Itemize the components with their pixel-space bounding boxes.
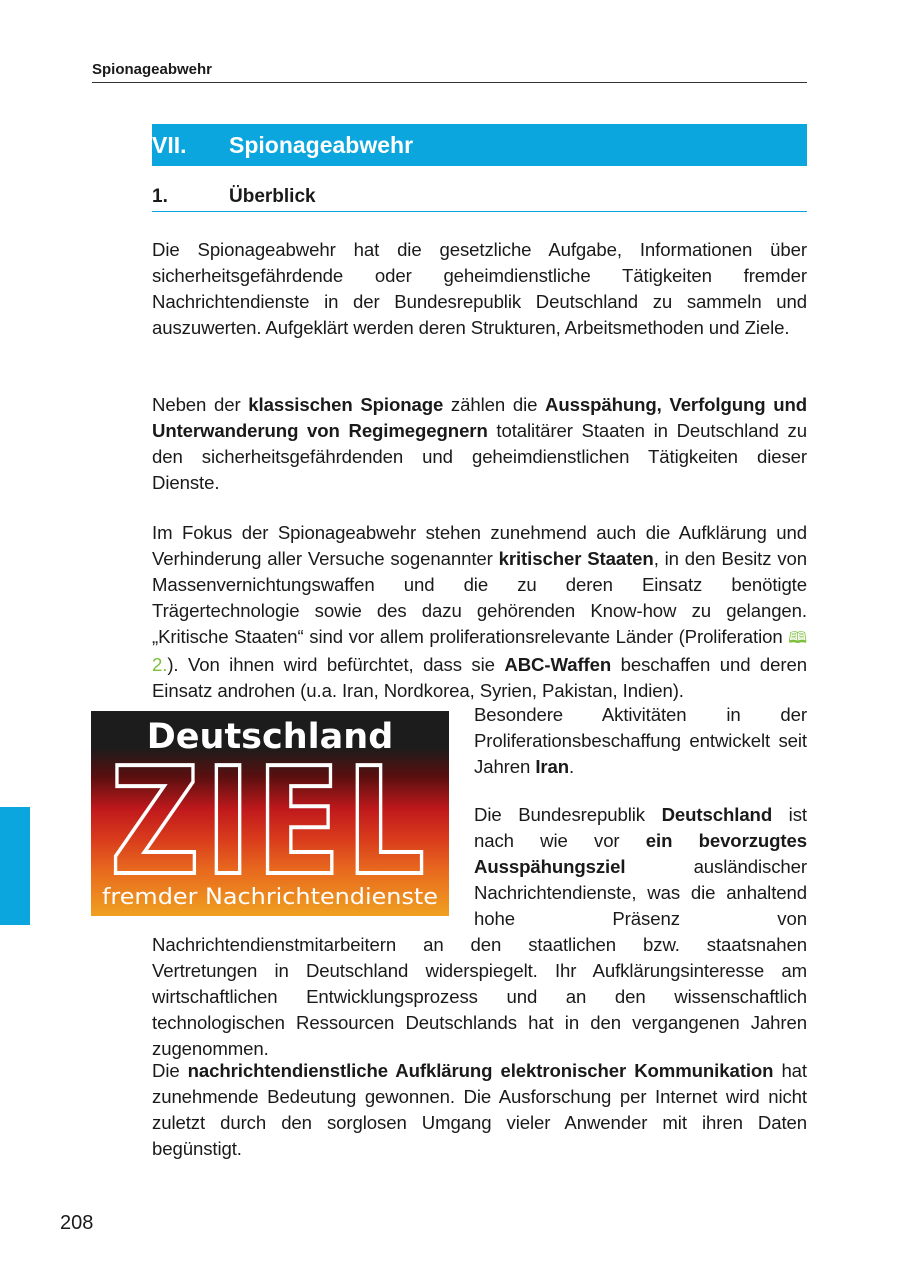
cross-reference-label: 2. — [152, 654, 168, 675]
paragraph-6 — [152, 1058, 807, 1162]
chapter-thumb-tab — [0, 807, 30, 925]
text-run: . — [569, 756, 575, 777]
section-title: Überblick — [229, 186, 316, 207]
bold-run: klassischen Spionage — [248, 394, 444, 415]
text-run: Besondere Aktivitäten in der Proliferationsbeschaffung entwickelt seit Jahren — [474, 704, 807, 777]
bold-run: Deutschland — [661, 804, 773, 825]
bold-run: Ausspähung, Verfolgung und Unterwanderung von Regimegegnern — [152, 394, 807, 441]
text-run: ist nach wie vor — [474, 804, 807, 851]
text-run: ausländischer Nachrichtendienste, was die anhaltend hohe Präsenz von Nachrichtendienstmitarbeitern an den staatlichen bzw. staatsnahen Vertretungen in Deutschland widerspiegelt. Ihr Aufklärungsinteresse am wirtschaftlichen Entwicklungsprozess und an den wissenschaftlich technologischen Ressourcen Deutschlands hat in den vergangenen Jahren zugenommen. — [152, 856, 807, 1059]
text-run: Die — [152, 1060, 188, 1081]
text-run: , in den Besitz von Massenvernichtungswaffen und die zu deren Einsatz benötigte Trägertechnologie sowie des dazu gehörenden Know-how zu gelangen. „Kritische Staaten“ sind vor allem proliferationsrelevante Länder (Proliferation — [152, 548, 808, 647]
logo-line-2: ZIEL — [110, 736, 430, 908]
paragraph-2 — [152, 392, 807, 496]
paragraph-5 — [152, 802, 807, 1062]
page-number: 208 — [60, 1212, 94, 1234]
bold-run: nachrichtendienstliche Aufklärung elektronischer Kommunikation — [187, 1060, 774, 1081]
text-run: Neben der — [152, 394, 249, 415]
text-run: zählen die — [443, 394, 546, 415]
bold-run: kritischer Staaten — [498, 548, 654, 569]
logo-line-1: Deutschland — [146, 717, 394, 757]
paragraph-4 — [474, 702, 807, 780]
bold-run: ABC-Waffen — [504, 654, 612, 675]
book-icon: 🕮 — [788, 630, 807, 647]
paragraph-3 — [152, 520, 807, 704]
text-run: beschaffen und deren Einsatz androhen (u.a. Iran, Nordkorea, Syrien, Pakistan, Indien). — [152, 654, 807, 701]
text-run: totalitärer Staaten in Deutschland zu den sicherheitsgefährdenden und geheimdienstlichen Tätigkeiten dieser Dienste. — [152, 420, 807, 493]
bold-run: ein bevorzugtes Ausspähungsziel — [474, 830, 807, 877]
bold-run: Iran — [535, 756, 570, 777]
text-run: ). Von ihnen wird befürchtet, dass sie — [167, 654, 505, 675]
float-spacer — [152, 802, 474, 930]
running-head: Spionageabwehr — [92, 61, 807, 83]
logo-line-3: fremder Nachrichtendienste — [102, 885, 438, 910]
chapter-title: Spionageabwehr — [229, 131, 414, 158]
text-run: Im Fokus der Spionageabwehr stehen zunehmend auch die Aufklärung und Verhinderung aller Versuche sogenannter — [152, 522, 807, 569]
section-heading — [152, 186, 807, 212]
paragraph-1: Die Spionageabwehr hat die gesetzliche Aufgabe, Informationen über sicherheitsgefährdende oder geheimdienstliche Tätigkeiten fremder Nachrichtendienste in der Bundesrepublik Deutschland zu sammeln und auszuwerten. Aufgeklärt werden deren Strukturen, Arbeitsmethoden und Ziele. — [152, 239, 807, 338]
section-number: 1. — [152, 186, 168, 207]
chapter-number: VII. — [152, 131, 187, 158]
chapter-heading — [152, 124, 807, 166]
text-run: Die Bundesrepublik — [474, 804, 662, 825]
text-run: hat zunehmende Bedeutung gewonnen. Die Ausforschung per Internet wird nicht zuletzt durch den sorglosen Umgang vieler Anwender mit ihren Daten begünstigt. — [152, 1060, 807, 1159]
